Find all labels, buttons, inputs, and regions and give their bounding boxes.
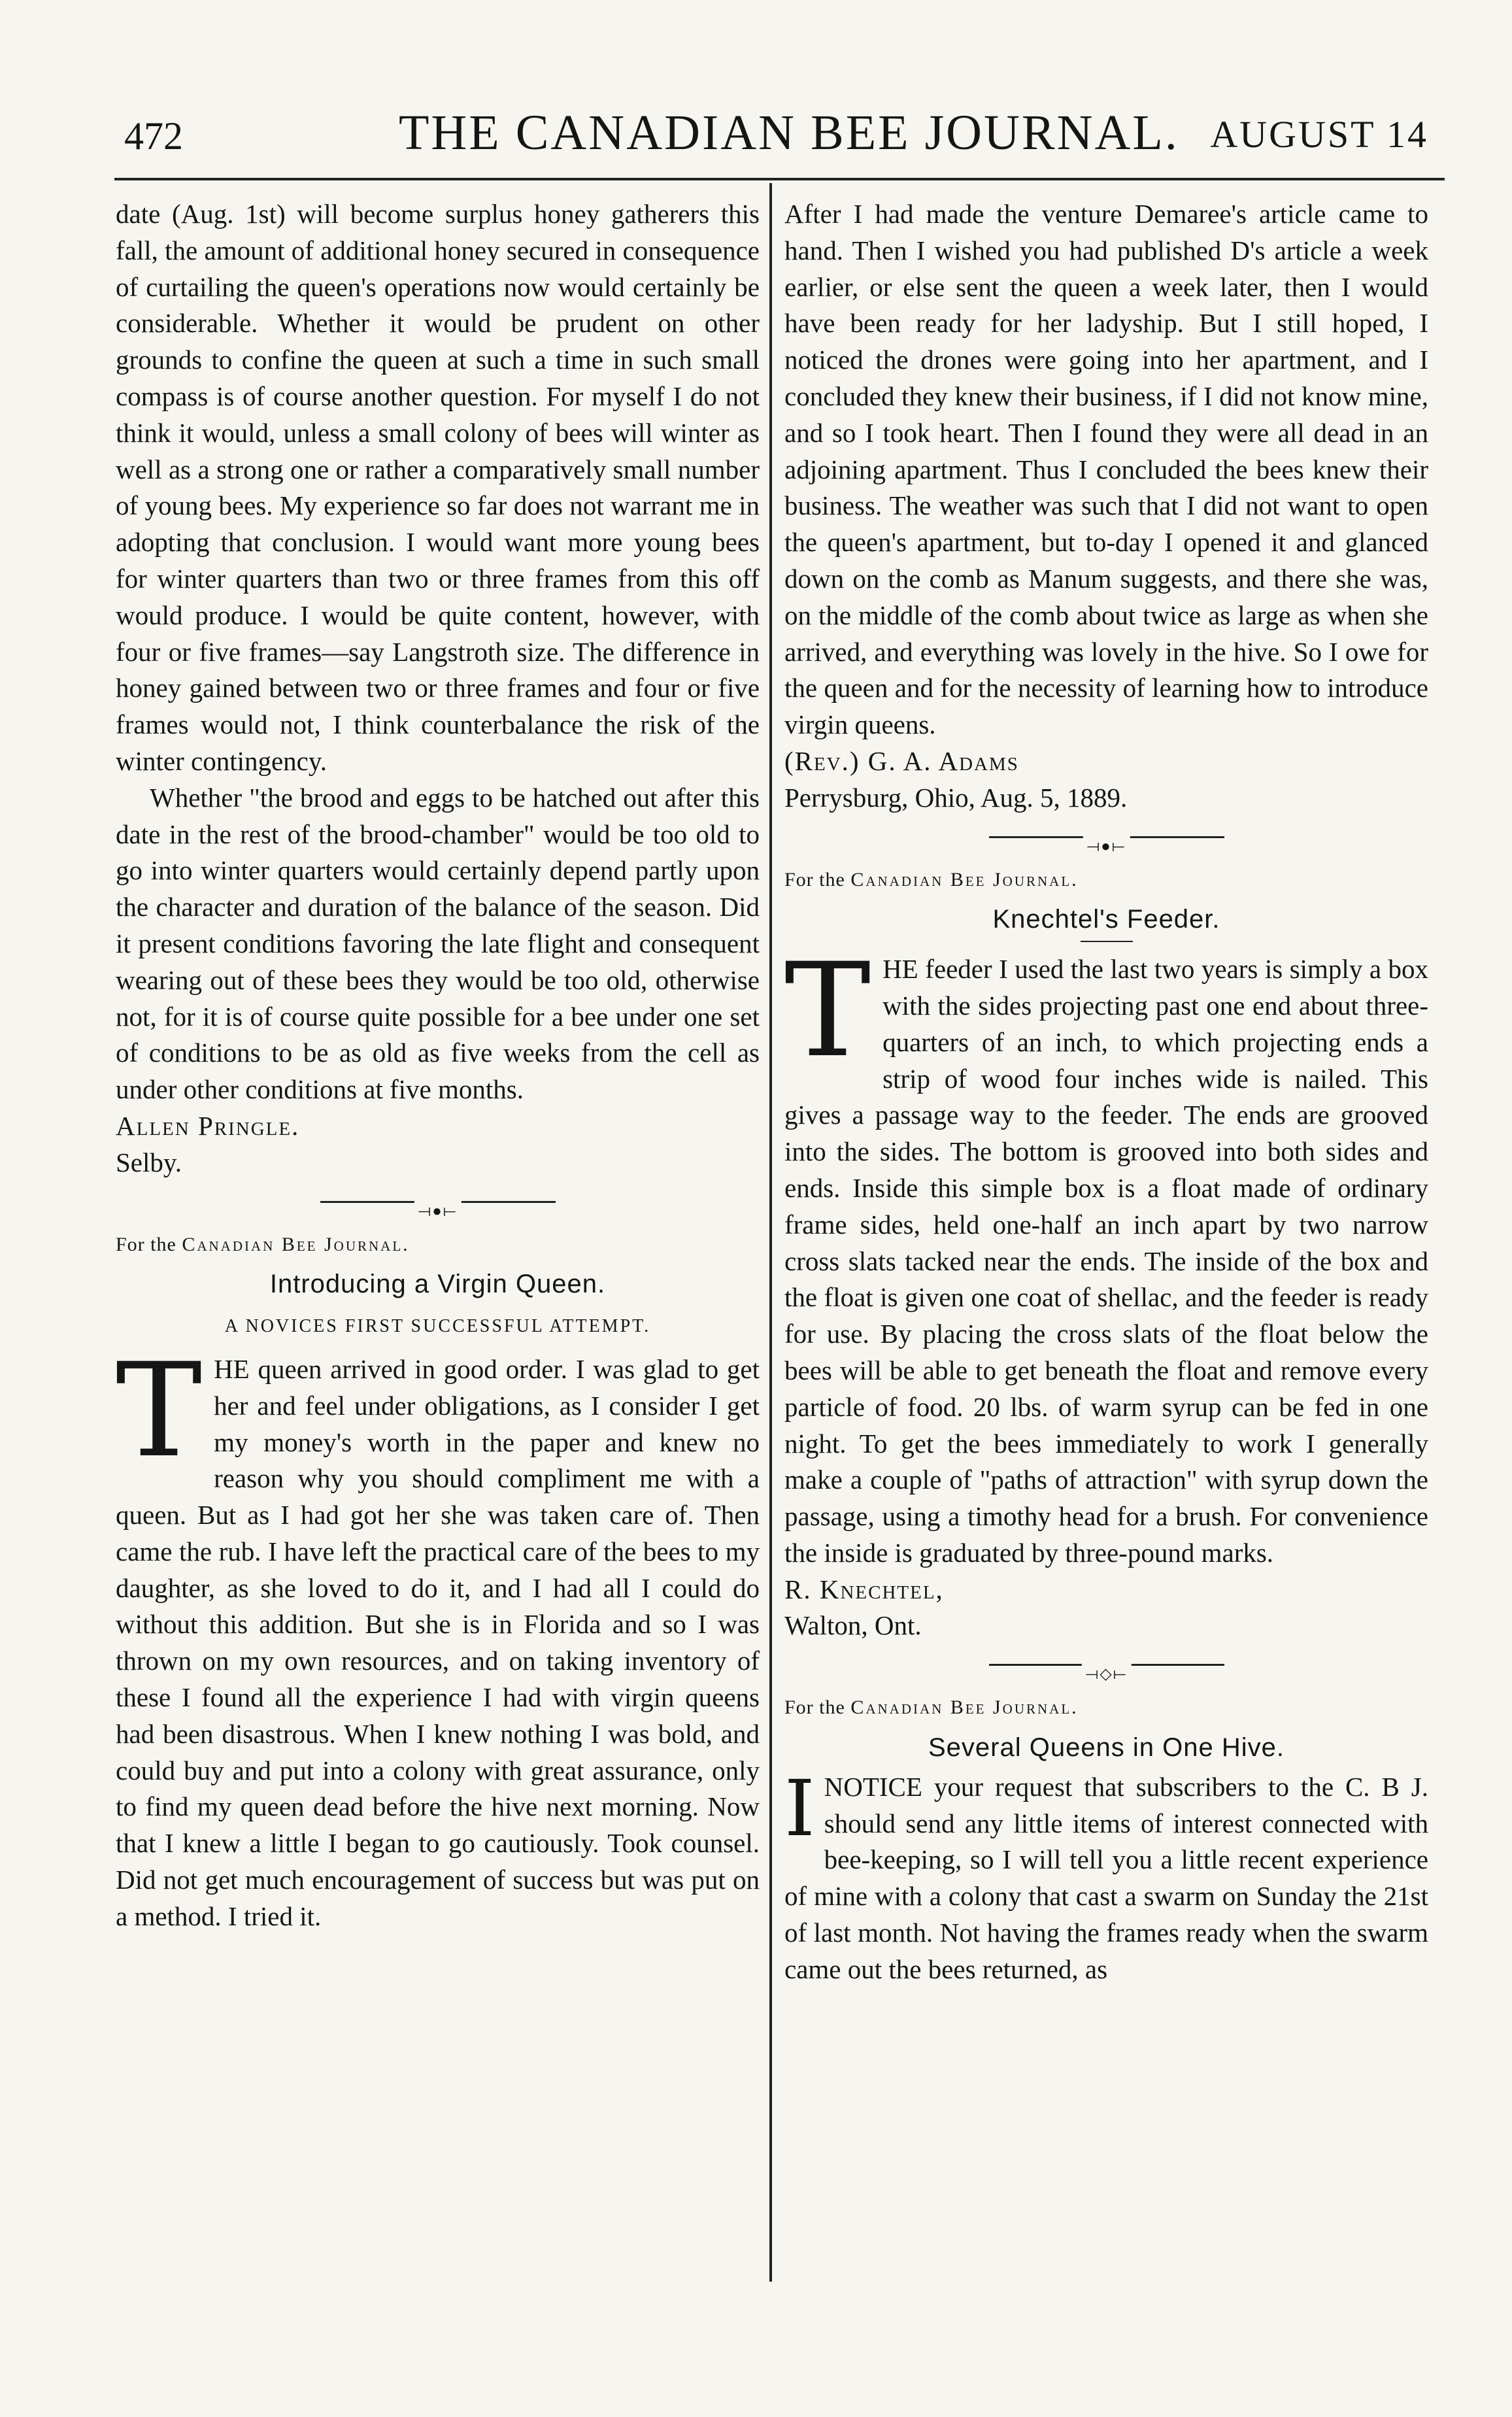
adams-signature: (Rev.) G. A. Adams <box>784 745 1019 776</box>
drop-cap: T <box>784 935 871 1087</box>
drop-cap: T <box>116 1334 203 1486</box>
right-column <box>784 196 1428 1988</box>
for-journal-line: For the Canadian Bee Journal. <box>784 868 1079 890</box>
knechtel-place: Walton, Ont. <box>784 1610 922 1641</box>
for-journal-line: For the Canadian Bee Journal. <box>116 1233 410 1255</box>
page-header <box>124 98 1428 170</box>
section-ornament: ⟞◇⟝ <box>989 1664 1224 1672</box>
virgin-queen-paragraph: THE queen arrived in good order. I was glad to get her and feel under obligations, as I consider I get my money's worth in the paper and knew no reason why you should compliment me with a queen. But as I had got her she was taken care of. Then came the rub. I have left the practical care of the bees to my daughter, as she loved to do it, and I had all I could do without this addition. But she is in Florida and so I was thrown on my own resources, and on taking inventory of these I found all the experience I had with virgin queens had been disastrous. When I knew nothing I was bold, and could buy and put into a colony with great assurance, only to find my queen dead before the hive next morning. Now that I knew a little I began to go cautiously. Took counsel. Did not get much encouragement of success but was put on a method. I tried it. <box>116 1334 760 1931</box>
section-ornament: ⟞●⟝ <box>989 836 1224 845</box>
pringle-signature: Allen Pringle. <box>116 1110 300 1141</box>
section-ornament: ⟞●⟝ <box>320 1201 556 1209</box>
article-subtitle: A NOVICES FIRST SUCCESSFUL ATTEMPT. <box>224 1316 651 1337</box>
article-title-feeder: Knechtel's Feeder. <box>992 905 1220 934</box>
article-title-several-queens: Several Queens in One Hive. <box>928 1733 1285 1763</box>
several-queens-paragraph: INOTICE your request that subscribers to the C. B J. should send any little items of interest connected with bee-keeping, so I will tell you a little recent experience of mine with a colony that cast a swarm on Sunday the 21st of last month. Not having the frames ready when the swarm came out the bees returned, as <box>784 1763 1428 1984</box>
page-number: 472 <box>124 114 183 158</box>
knechtel-signature: R. Knechtel, <box>784 1574 944 1604</box>
journal-title: THE CANADIAN BEE JOURNAL. <box>399 105 1179 160</box>
left-column <box>116 196 760 1935</box>
header-rule <box>114 178 1445 180</box>
pringle-paragraph-2: Whether "the brood and eggs to be hatched out after this date in the rest of the brood-chamber" would be too old to go into winter quarters would certainly depend partly upon the character and duration of the balance of the season. Did it present conditions favoring the late flight and consequent wearing out of these bees they would be too old, otherwise not, for it is of course quite possible for a bee under one set of conditions to be as old as five weeks from the cell as under other conditions at five months. <box>116 782 760 1105</box>
column-divider <box>769 183 772 2282</box>
adams-place-date: Perrysburg, Ohio, Aug. 5, 1889. <box>784 782 1128 813</box>
article-title-virgin-queen: Introducing a Virgin Queen. <box>269 1270 606 1299</box>
pringle-paragraph-1: date (Aug. 1st) will become surplus honey gatherers this fall, the amount of additional honey secured in consequence of curtailing the queen's operations now would certainly be considerable. Whether it would be prudent on other grounds to confine the queen at such a time in such small compass is of course another question. For myself I do not think it would, unless a small colony of bees will winter as well as a strong one or rather a comparatively small number of young bees. My experience so far does not warrant me in adopting that conclusion. I would want more young bees for winter quarters than two or three frames from this off would produce. I would be quite content, however, with four or five frames—say Langstroth size. The difference in honey gained between two or three frames and four or five frames would not, I think counterbalance the risk of the winter contingency. <box>116 199 760 776</box>
feeder-paragraph: THE feeder I used the last two years is simply a box with the sides projecting past one end about three-quarters of an inch, to which projecting ends a strip of wood four inches wide is nailed. This gives a passage way to the feeder. The ends are grooved into the sides. The bottom is grooved into both sides and ends. Inside this simple box is a float made of ordinary frame sides, held one-half an inch apart by two narrow cross slats tacked near the ends. The inside of the box and the float is given one coat of shellac, and the feeder is ready for use. By placing the cross slats of the float below the bees will be able to get beneath the float and remove every particle of food. 20 lbs. of warm syrup can be fed in one night. To get the bees immediately to work I generally make a couple of "paths of attraction" with syrup down the passage, using a timothy head for a brush. For convenience the inside is graduated by three-pound marks. <box>784 935 1428 1568</box>
pringle-place: Selby. <box>116 1147 182 1177</box>
title-underline <box>1081 941 1133 942</box>
issue-date: AUGUST 14 <box>1210 113 1428 156</box>
adams-paragraph: After I had made the venture Demaree's article came to hand. Then I wished you had published D's article a week earlier, or else sent the queen a week later, then I would have been ready for her ladyship. But I still hoped, I noticed the drones were going into her apartment, and I concluded they knew their business, if I did not know mine, and so I took heart. Then I found they were all dead in an adjoining apartment. Thus I concluded the bees knew their business. The weather was such that I did not want to open the queen's apartment, but to-day I opened it and glanced down on the comb as Manum suggests, and there she was, on the middle of the comb about twice as large as when she arrived, and everything was lovely in the hive. So I owe for the queen and for the necessity of learning how to introduce virgin queens. <box>784 199 1428 740</box>
drop-cap: I <box>784 1763 815 1853</box>
for-journal-line: For the Canadian Bee Journal. <box>784 1697 1079 1719</box>
